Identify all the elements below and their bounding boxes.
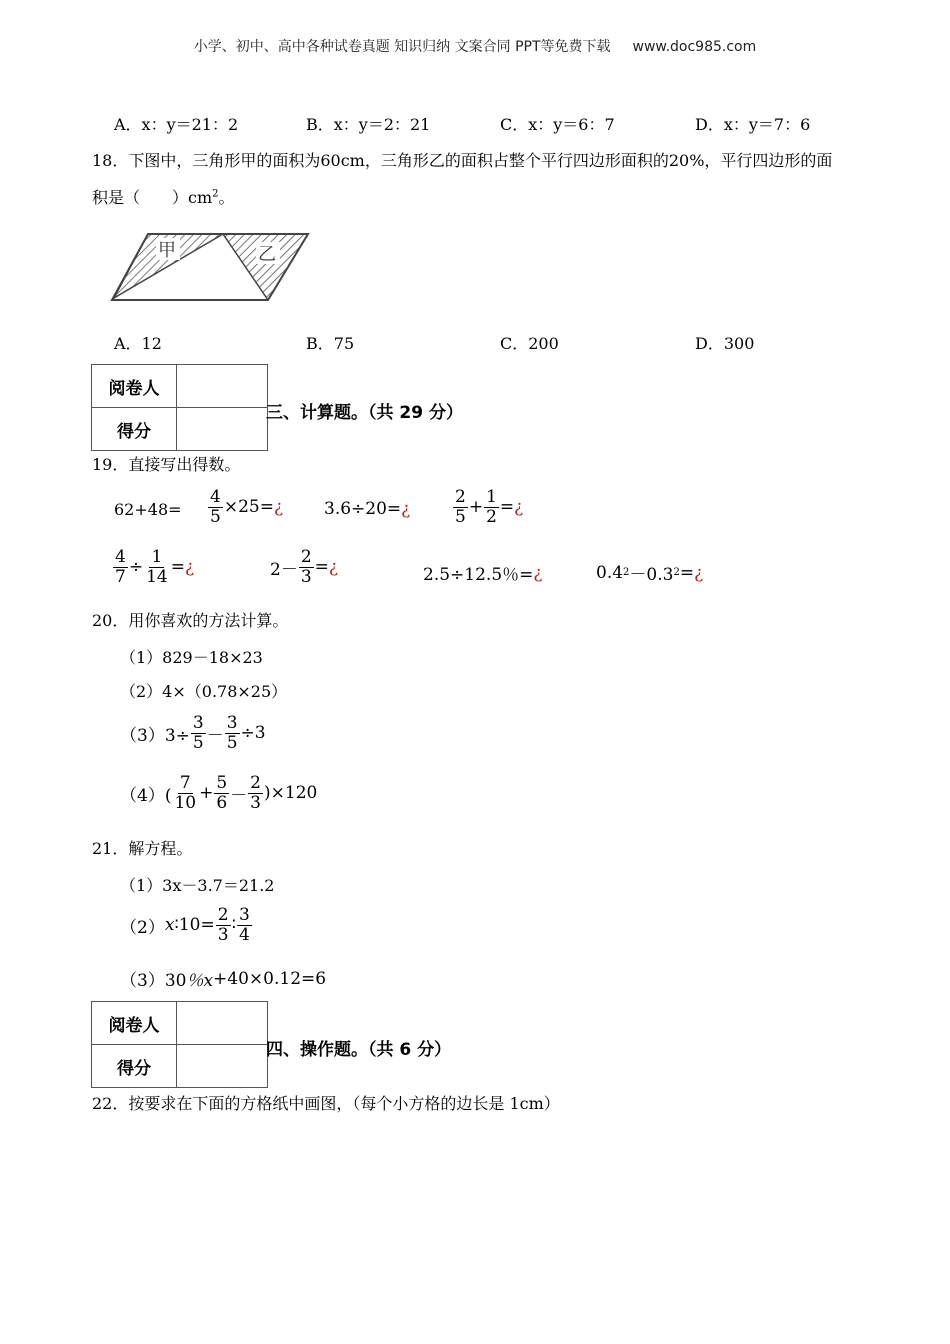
- q21-part-3: （3）30 ％x +40×0.12=6: [120, 968, 327, 991]
- q19-expr-4: $\frac{2}{5}$ + $\frac{1}{2}$ = ¿: [455, 487, 524, 527]
- score-field[interactable]: [177, 408, 268, 451]
- q18-line2: [92, 185, 235, 208]
- score-field[interactable]: [177, 1045, 268, 1088]
- header-site: www.doc985.com: [632, 39, 757, 55]
- section3-score-table: [91, 364, 268, 451]
- q20-part-2: （2）4×（0.78×25）: [120, 682, 288, 701]
- reviewer-field[interactable]: [177, 365, 268, 408]
- q19-expr-8: 0.4 2 －0.3 2 = ¿: [596, 562, 704, 585]
- reviewer-label: 阅卷人: [92, 1002, 177, 1045]
- q18-option-a: A．12: [114, 334, 162, 353]
- header-text: 小学、初中、高中各种试卷真题 知识归纳 文案合同 PPT等免费下载: [193, 39, 611, 55]
- q18-text: 积是（ ）cm: [92, 188, 213, 207]
- q19-expr-3: 3.6÷20= ¿: [324, 499, 411, 519]
- q17-option-d: D．x：y＝7：6: [695, 115, 811, 134]
- q18-option-c: C．200: [500, 334, 559, 353]
- q21-title: 21．解方程。: [92, 839, 193, 858]
- q18-superscript: 2: [212, 188, 219, 200]
- q20-title: 20．用你喜欢的方法计算。: [92, 611, 289, 630]
- q20-part-1: （1）829－18×23: [120, 648, 263, 667]
- q20-part-3: （3）3÷ $\frac{3}{5}$ － $\frac{3}{5}$ ÷3: [120, 713, 266, 753]
- label-jia: 甲: [158, 240, 176, 261]
- page-header: [0, 36, 950, 56]
- q20-part-4: （4）( $\frac{7}{10}$ + $\frac{5}{6}$ － $\frac{2}{3}$ )×120: [120, 773, 318, 813]
- parallelogram-figure: [108, 226, 312, 306]
- q19-expr-7: 2.5÷12.5％= ¿: [423, 562, 543, 585]
- q18-line1: 18．下图中，三角形甲的面积为60cm，三角形乙的面积占整个平行四边形面积的20%，平行四边形的面: [92, 151, 833, 170]
- q19-expr-6: 2－ $\frac{2}{3}$ = ¿: [270, 547, 339, 587]
- q18-end: 。: [218, 188, 235, 207]
- q17-option-b: B．x：y＝2：21: [306, 115, 431, 134]
- q18-option-d: D．300: [695, 334, 755, 353]
- q17-option-c: C．x：y＝6：7: [500, 115, 615, 134]
- q21-part-1: （1）3x－3.7＝21.2: [120, 876, 275, 895]
- q19-expr-1: 62+48=: [114, 500, 182, 519]
- section4-title: 四、操作题。（共 6 分）: [266, 1040, 452, 1060]
- q18-option-b: B．75: [306, 334, 355, 353]
- q17-option-a: A．x：y＝21：2: [114, 115, 239, 134]
- q22-title: 22．按要求在下面的方格纸中画图，（每个小方格的边长是 1cm）: [92, 1094, 560, 1113]
- q19-title: 19．直接写出得数。: [92, 455, 241, 474]
- score-label: 得分: [92, 408, 177, 451]
- reviewer-label: 阅卷人: [92, 365, 177, 408]
- score-label: 得分: [92, 1045, 177, 1088]
- q21-part-2: （2） x ∶10= $\frac{2}{3}$ ∶ $\frac{3}{4}$: [120, 905, 250, 945]
- q19-expr-2: $\frac{4}{5}$ ×25= ¿: [210, 487, 284, 527]
- reviewer-field[interactable]: [177, 1002, 268, 1045]
- label-yi: 乙: [258, 244, 276, 265]
- q19-expr-5: $\frac{4}{7}$ ÷ $\frac{1}{14}$ = ¿: [115, 547, 195, 587]
- section3-title: 三、计算题。（共 29 分）: [266, 403, 463, 423]
- section4-score-table: [91, 1001, 268, 1088]
